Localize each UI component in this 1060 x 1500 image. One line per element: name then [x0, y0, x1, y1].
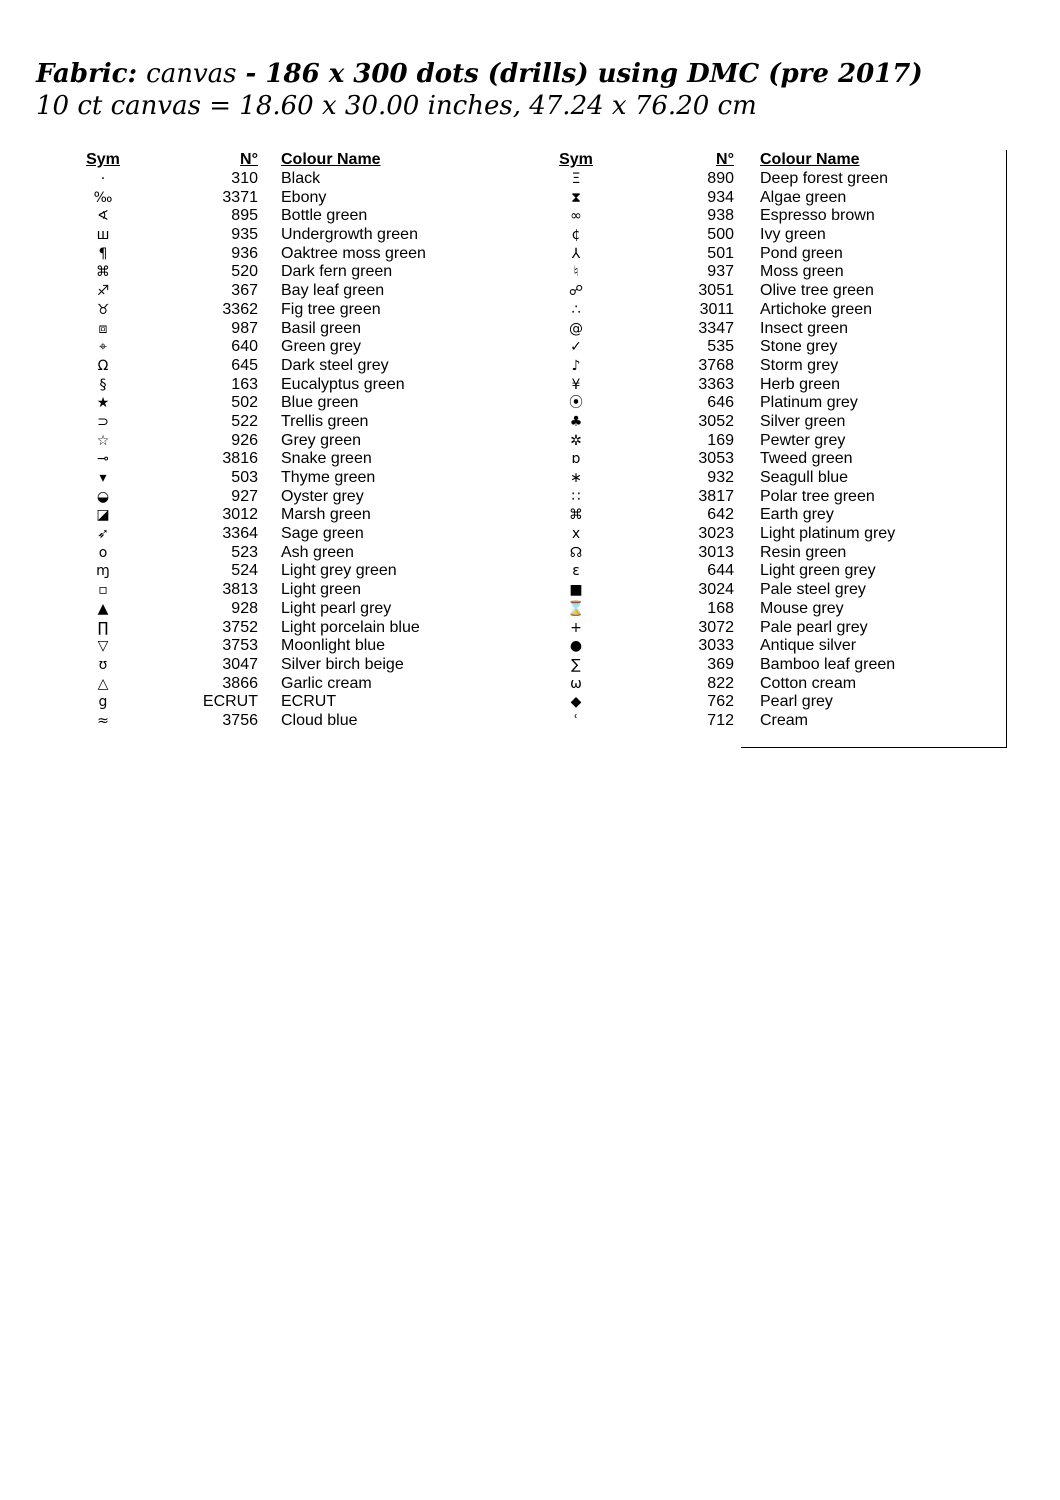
symbol-icon: ➶ [97, 526, 109, 543]
legend-row [535, 357, 955, 376]
dmc-number: 3362 [222, 300, 258, 318]
legend-row [60, 637, 480, 656]
dmc-number: 928 [231, 599, 258, 617]
dmc-number: 642 [707, 506, 734, 524]
legend-row [535, 675, 955, 694]
symbol-icon: ◆ [570, 694, 582, 711]
colour-name: Artichoke green [760, 300, 873, 318]
dmc-number: 762 [707, 693, 734, 711]
symbol-icon: ω [570, 675, 582, 692]
legend-row [535, 525, 955, 544]
colour-name: Marsh green [281, 506, 371, 524]
dmc-number: 3053 [698, 450, 734, 468]
header-number: N° [240, 151, 258, 168]
colour-name: Polar tree green [760, 487, 875, 505]
colour-name: Silver green [760, 412, 846, 430]
colour-name: Black [281, 170, 321, 187]
symbol-icon: ♪ [571, 357, 581, 374]
legend-row [535, 394, 955, 413]
legend-row [535, 320, 955, 339]
header-colour-name: Colour Name [760, 151, 860, 168]
symbol-icon: ⧗ [571, 189, 581, 206]
symbol-icon: ◪ [96, 507, 110, 524]
symbol-icon: ♐ [96, 283, 110, 300]
colour-name: Snake green [281, 450, 372, 468]
colour-name: Basil green [281, 319, 362, 337]
legend-row [60, 357, 480, 376]
legend-row [60, 432, 480, 451]
legend-row [535, 506, 955, 525]
dmc-number: 935 [231, 226, 258, 244]
legend-row [60, 376, 480, 395]
dmc-number: 3866 [222, 674, 258, 692]
dmc-number: 501 [707, 244, 734, 262]
legend-row [535, 432, 955, 451]
symbol-icon: ∷ [571, 488, 581, 505]
legend-row [535, 693, 955, 712]
fabric-label: Fabric: [36, 59, 138, 89]
colour-name: Bay leaf green [281, 282, 385, 300]
legend-row [535, 619, 955, 638]
colour-name: Sage green [281, 525, 364, 543]
colour-name: Olive tree green [760, 282, 874, 300]
symbol-icon: ∗ [570, 470, 582, 486]
dmc-number: 3024 [698, 581, 734, 599]
symbol-icon: · [100, 171, 106, 187]
dmc-number: 3012 [222, 506, 258, 524]
symbol-icon: § [99, 376, 107, 393]
header-sym: Sym [86, 151, 120, 168]
symbol-icon: ɒ [571, 451, 581, 468]
dmc-number: 822 [707, 674, 734, 692]
symbol-icon: ⌘ [569, 507, 583, 524]
dmc-number: 169 [707, 431, 734, 449]
dmc-number: 3033 [698, 637, 734, 655]
legend-row [60, 282, 480, 301]
colour-name: Cotton cream [760, 674, 857, 692]
dmc-number: 520 [231, 263, 258, 281]
colour-name: Light platinum grey [760, 525, 896, 543]
colour-name: Dark steel grey [281, 356, 389, 374]
symbol-icon: ⌛ [567, 600, 585, 617]
dmc-number: 712 [707, 711, 734, 729]
legend-row [60, 581, 480, 600]
dmc-number: 890 [707, 170, 734, 187]
symbol-icon: Ω [97, 357, 109, 374]
symbol-icon: ♣ [569, 413, 583, 430]
legend-table-right [535, 150, 955, 731]
colour-name: Ivy green [760, 226, 826, 244]
legend-row [60, 189, 480, 208]
symbol-icon: ■ [569, 582, 583, 599]
dmc-number: ECRUT [202, 693, 258, 711]
legend-row [60, 506, 480, 525]
fabric-dimensions: - 186 x 300 dots (drills) using DMC (pre 2017) [245, 59, 923, 89]
symbol-icon: g [98, 694, 108, 711]
legend-row [60, 469, 480, 488]
symbol-icon: ▫ [98, 582, 108, 599]
legend-row [60, 320, 480, 339]
legend-row [60, 656, 480, 675]
symbol-icon: ⊸ [97, 451, 109, 468]
legend-row [535, 488, 955, 507]
dmc-number: 3816 [222, 450, 258, 468]
table-frame-right [1006, 150, 1007, 748]
legend-row [535, 600, 955, 619]
legend-row [60, 712, 480, 731]
colour-name: Garlic cream [281, 674, 372, 692]
symbol-icon: ∑ [571, 656, 581, 673]
colour-name: Espresso brown [760, 207, 875, 225]
colour-name: Platinum grey [760, 394, 858, 412]
legend-row [535, 450, 955, 469]
header-sym: Sym [559, 151, 593, 168]
symbol-icon: ▾ [99, 470, 107, 486]
symbol-icon: ☆ [96, 432, 110, 449]
dmc-number: 3023 [698, 525, 734, 543]
legend-row [60, 263, 480, 282]
legend-row [535, 245, 955, 264]
legend-row [60, 600, 480, 619]
legend-row [535, 656, 955, 675]
symbol-icon: o [98, 544, 108, 561]
dmc-number: 3051 [698, 282, 734, 300]
dmc-number: 168 [707, 599, 734, 617]
legend-row [535, 282, 955, 301]
symbol-icon: ⅄ [571, 245, 581, 262]
legend-row [535, 637, 955, 656]
dmc-number: 932 [707, 469, 734, 486]
symbol-icon: ⌘ [96, 264, 110, 281]
legend-row [535, 189, 955, 208]
dmc-number: 503 [231, 469, 258, 486]
dmc-number: 645 [231, 356, 258, 374]
legend-row [535, 226, 955, 245]
dmc-number: 3013 [698, 543, 734, 561]
colour-name: Trellis green [281, 412, 369, 430]
colour-name: Light pearl grey [281, 599, 392, 617]
legend-table-left [60, 150, 480, 731]
symbol-icon: ¥ [571, 376, 581, 393]
symbol-icon: ∢ [97, 208, 109, 225]
colour-name: Thyme green [281, 469, 376, 486]
colour-name: Light green [281, 581, 362, 599]
legend-row [60, 170, 480, 189]
canvas-size-line: 10 ct canvas = 18.60 x 30.00 inches, 47.24 x 76.20 cm [36, 91, 757, 121]
colour-name: Bamboo leaf green [760, 655, 896, 673]
colour-name: Bottle green [281, 207, 368, 225]
symbol-icon: ✲ [570, 432, 582, 449]
symbol-icon: ▲ [97, 600, 109, 617]
legend-row [60, 488, 480, 507]
dmc-number: 163 [231, 375, 258, 393]
colour-name: Deep forest green [760, 170, 889, 187]
symbol-icon: ▽ [97, 638, 109, 655]
dmc-number: 926 [231, 431, 258, 449]
dmc-number: 310 [231, 170, 258, 187]
colour-name: Moonlight blue [281, 637, 386, 655]
dmc-number: 3817 [698, 487, 734, 505]
colour-name: Silver birch beige [281, 655, 404, 673]
dmc-number: 895 [231, 207, 258, 225]
symbol-icon: ⧈ [98, 320, 108, 337]
symbol-icon: ⌖ [99, 339, 107, 356]
symbol-icon: ʊ [98, 656, 108, 673]
colour-name: Cream [760, 711, 809, 729]
colour-name: Light porcelain blue [281, 618, 420, 636]
colour-name: Tweed green [760, 450, 853, 468]
legend-row [535, 170, 955, 189]
legend-row [535, 263, 955, 282]
colour-name: ECRUT [281, 693, 337, 711]
symbol-icon: Ξ [571, 171, 581, 187]
header-colour-name: Colour Name [281, 151, 381, 168]
symbol-icon: ¶ [98, 245, 108, 262]
legend-row [60, 245, 480, 264]
legend-row [535, 301, 955, 320]
legend-row [535, 562, 955, 581]
header-number: N° [716, 151, 734, 168]
colour-name: Pewter grey [760, 431, 846, 449]
legend-row [535, 712, 955, 731]
legend-row [60, 544, 480, 563]
symbol-icon: + [570, 619, 582, 636]
dmc-number: 934 [707, 188, 734, 206]
dmc-number: 3753 [222, 637, 258, 655]
colour-name: Antique silver [760, 637, 857, 655]
symbol-icon: ¢ [571, 227, 581, 244]
dmc-number: 523 [231, 543, 258, 561]
dmc-number: 502 [231, 394, 258, 412]
symbol-icon: ☍ [568, 283, 584, 300]
dmc-number: 522 [231, 412, 258, 430]
colour-name: Oaktree moss green [281, 244, 426, 262]
symbol-icon: ★ [96, 395, 110, 412]
symbol-icon: ɱ [96, 563, 110, 580]
dmc-number: 3363 [698, 375, 734, 393]
colour-name: Oyster grey [281, 487, 364, 505]
symbol-icon: @ [569, 320, 583, 337]
fabric-value: canvas [146, 59, 237, 89]
legend-row [60, 562, 480, 581]
dmc-number: 938 [707, 207, 734, 225]
colour-name: Dark fern green [281, 263, 393, 281]
legend-row [535, 338, 955, 357]
dmc-number: 3756 [222, 711, 258, 729]
colour-name: Algae green [760, 188, 847, 206]
dmc-number: 3047 [222, 655, 258, 673]
colour-name: Earth grey [760, 506, 834, 524]
colour-name: Seagull blue [760, 469, 849, 486]
fabric-line [36, 58, 1036, 90]
colour-name: Ash green [281, 543, 354, 561]
symbol-icon: ♮ [573, 264, 579, 281]
colour-name: Fig tree green [281, 300, 381, 318]
legend-row [60, 394, 480, 413]
dmc-number: 3371 [222, 188, 258, 206]
dmc-number: 367 [231, 282, 258, 300]
legend-header [535, 150, 955, 170]
symbol-icon: ≈ [97, 712, 109, 729]
dmc-number: 524 [231, 562, 258, 580]
dmc-number: 937 [707, 263, 734, 281]
symbol-icon: ‰ [93, 189, 113, 206]
colour-name: Storm grey [760, 356, 839, 374]
symbol-icon: ∏ [97, 619, 109, 636]
colour-name: Cloud blue [281, 711, 358, 729]
dmc-number: 3813 [222, 581, 258, 599]
colour-name: Moss green [760, 263, 844, 281]
dmc-number: 535 [707, 338, 734, 356]
symbol-icon: ɛ [572, 563, 580, 580]
dmc-number: 369 [707, 655, 734, 673]
symbol-icon: ∴ [571, 301, 581, 318]
symbol-icon: ш [96, 227, 110, 244]
symbol-icon: ✓ [570, 339, 582, 356]
legend-row [535, 469, 955, 488]
legend-row [535, 413, 955, 432]
dmc-number: 3052 [698, 412, 734, 430]
symbol-icon: ◒ [96, 488, 110, 505]
colour-name: Light green grey [760, 562, 876, 580]
document-title [36, 58, 1036, 122]
legend-row [60, 338, 480, 357]
colour-name: Herb green [760, 375, 841, 393]
colour-name: Ebony [281, 188, 327, 206]
colour-name: Mouse grey [760, 599, 844, 617]
dmc-number: 640 [231, 338, 258, 356]
colour-name: Blue green [281, 394, 359, 412]
dmc-number: 987 [231, 319, 258, 337]
colour-name: Pale steel grey [760, 581, 866, 599]
dmc-number: 927 [231, 487, 258, 505]
symbol-icon: ⦿ [569, 395, 583, 412]
legend-row [60, 301, 480, 320]
legend-row [60, 675, 480, 694]
table-frame-bottom [741, 747, 1007, 748]
legend-row [60, 619, 480, 638]
colour-name: Eucalyptus green [281, 375, 405, 393]
colour-name: Resin green [760, 543, 847, 561]
dmc-number: 646 [707, 394, 734, 412]
legend-row [60, 226, 480, 245]
legend-row [60, 207, 480, 226]
dmc-number: 3072 [698, 618, 734, 636]
legend-header [60, 150, 480, 170]
legend-row [60, 693, 480, 712]
colour-name: Pale pearl grey [760, 618, 868, 636]
legend-row [60, 450, 480, 469]
legend-row [60, 413, 480, 432]
symbol-icon: ⊃ [97, 413, 109, 430]
colour-name: Pearl grey [760, 693, 833, 711]
dmc-number: 936 [231, 244, 258, 262]
legend-row [535, 544, 955, 563]
symbol-icon: ∞ [570, 208, 582, 225]
legend-row [535, 207, 955, 226]
symbol-icon: ʿ [573, 712, 579, 729]
dmc-number: 3011 [699, 300, 734, 318]
symbol-icon: ☊ [569, 544, 583, 561]
colour-name: Insect green [760, 319, 849, 337]
legend-row [535, 376, 955, 395]
symbol-icon: △ [97, 675, 109, 692]
dmc-number: 3768 [698, 356, 734, 374]
colour-name: Pond green [760, 244, 843, 262]
symbol-icon: x [571, 526, 581, 543]
colour-name: Stone grey [760, 338, 838, 356]
dmc-number: 3347 [698, 319, 734, 337]
symbol-icon: ● [569, 638, 583, 655]
legend-row [535, 581, 955, 600]
dmc-number: 3752 [222, 618, 258, 636]
colour-name: Green grey [281, 338, 362, 356]
colour-name: Light grey green [281, 562, 397, 580]
colour-name: Grey green [281, 431, 362, 449]
symbol-icon: ♉ [96, 301, 110, 318]
dmc-number: 3364 [222, 525, 258, 543]
dmc-number: 500 [707, 226, 734, 244]
legend-row [60, 525, 480, 544]
dmc-number: 644 [707, 562, 734, 580]
colour-name: Undergrowth green [281, 226, 418, 244]
